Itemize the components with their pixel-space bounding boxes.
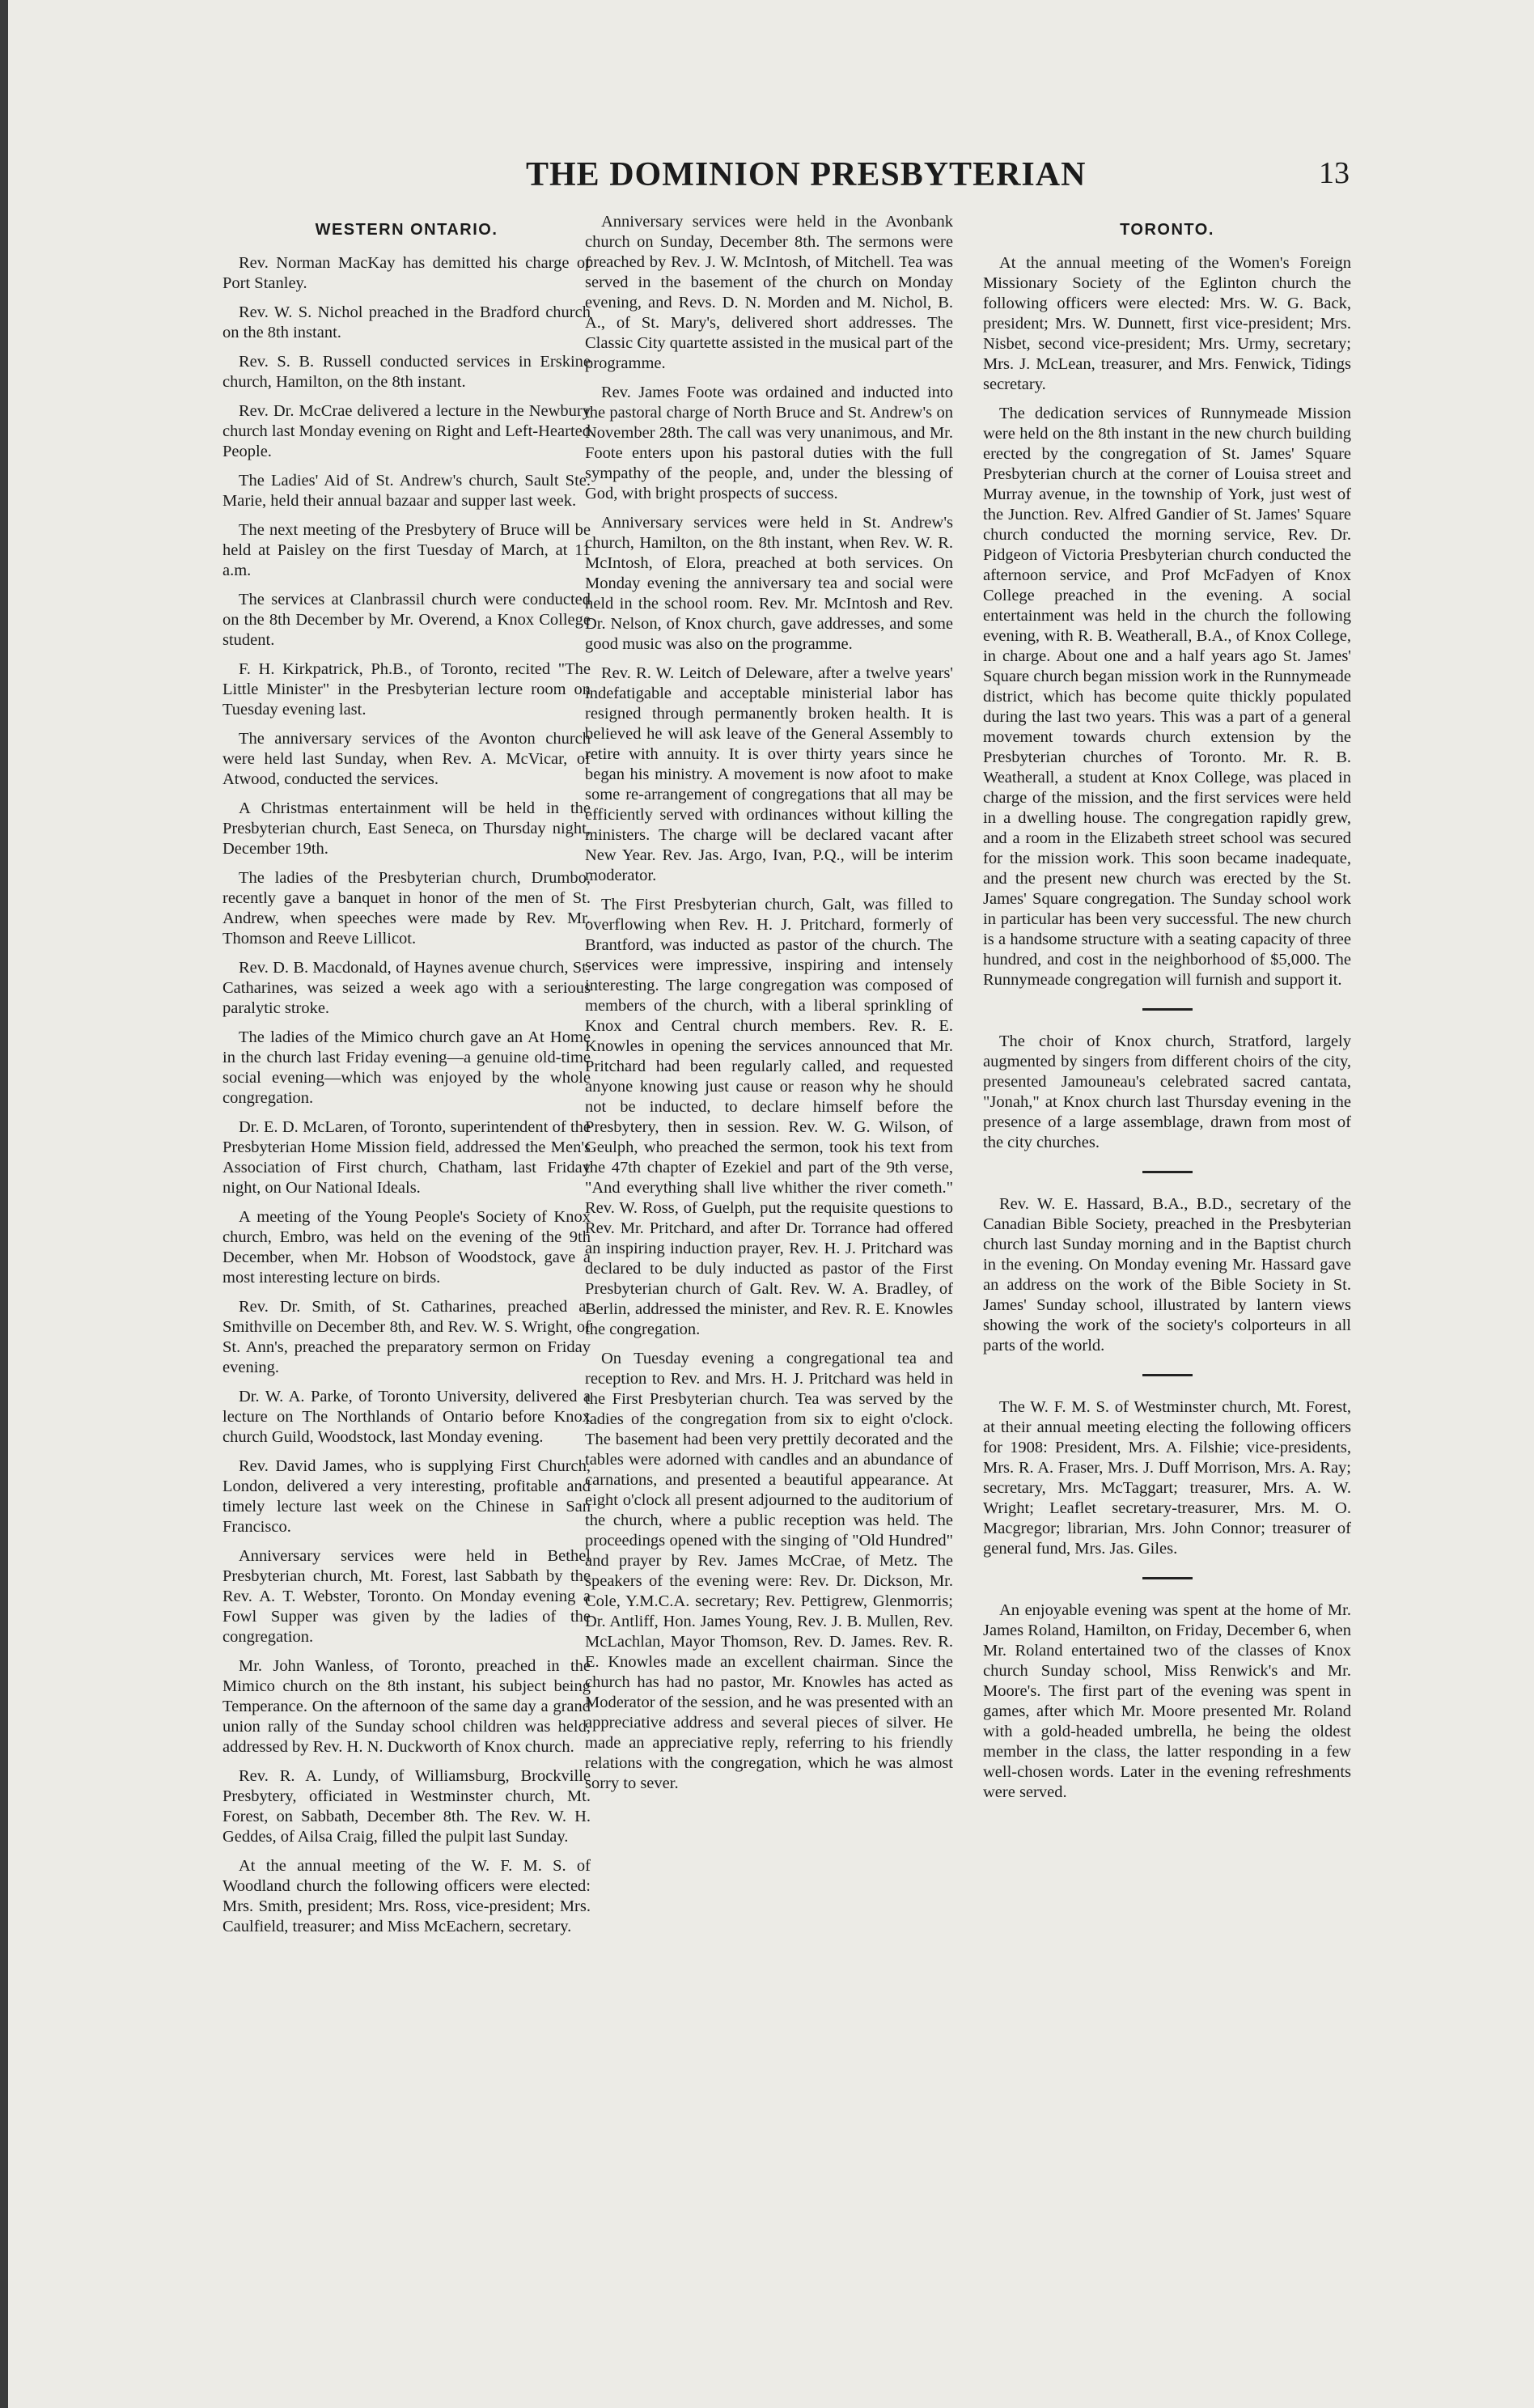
news-item: At the annual meeting of the Women's Foreign Missionary Society of the Eglinton church the following officers were elected: Mrs. W. G. Back, president; Mrs. W. Dunnett, first vice-president; Mrs. Nisbet, second vice-president; Mrs. Urmy, secretary; Mrs. J. McLean, treasurer, and Mrs. Fenwick, Tidings secretary.	[983, 254, 1351, 393]
news-item: The services at Clanbrassil church were conducted on the 8th December by Mr. Overend, a Knox College student.	[222, 591, 591, 649]
news-item: Rev. D. B. Macdonald, of Haynes avenue church, St. Catharines, was seized a week ago with a serious paralytic stroke.	[222, 959, 591, 1017]
news-item: The Ladies' Aid of St. Andrew's church, Sault Ste. Marie, held their annual bazaar and supper last week.	[222, 472, 591, 510]
page-title: THE DOMINION PRESBYTERIAN	[526, 156, 1087, 193]
news-item: F. H. Kirkpatrick, Ph.B., of Toronto, recited "The Little Minister" in the Presbyterian lecture room on Tuesday evening last.	[222, 660, 591, 719]
news-item: Rev. R. A. Lundy, of Williamsburg, Brockville Presbytery, officiated in Westminster church, Mt. Forest, on Sabbath, December 8th. The Rev. W. H. Geddes, of Ailsa Craig, filled the pulpit last Sunday.	[222, 1767, 591, 1846]
news-item: Rev. W. E. Hassard, B.A., B.D., secretary of the Canadian Bible Society, preached in the Presbyterian church last Sunday morning and in the Baptist church in the evening. On Monday evening Mr. Hassard gave an address on the work of the Bible Society in St. James' Sunday school, illustrated by lantern views showing the work of the society's colporteurs in all parts of the world.	[983, 1195, 1351, 1354]
column-western-ontario	[222, 212, 591, 1946]
news-item: An enjoyable evening was spent at the home of Mr. James Roland, Hamilton, on Friday, December 6, when Mr. Roland entertained two of the classes of Knox church Sunday school, Miss Renwick's and Mr. Moore's. The first part of the evening was spent in games, after which Mr. Moore presented Mr. Roland with a gold-headed umbrella, he being the oldest member in the class, the latter responding in a few well-chosen words. Later in the evening refreshments were served.	[983, 1601, 1351, 1801]
news-item: The anniversary services of the Avonton church were held last Sunday, when Rev. A. McVicar, of Atwood, conducted the services.	[222, 730, 591, 788]
news-item: The next meeting of the Presbytery of Bruce will be held at Paisley on the first Tuesday of March, at 11 a.m.	[222, 521, 591, 579]
masthead	[8, 155, 1534, 204]
section-divider	[1142, 1008, 1193, 1011]
news-item: The First Presbyterian church, Galt, was filled to overflowing when Rev. H. J. Pritchard, formerly of Brantford, was inducted as pastor of the church. The services were impressive, inspiring and intensely interesting. The large congregation was composed of members of the church, with a liberal sprinkling of Knox and Central church members. Rev. R. E. Knowles in opening the services announced that Mr. Pritchard had been regularly called, and requested anyone knowing just cause or reason why he should not be inducted, to declare himself before the Presbytery, then in session. Rev. W. G. Wilson, of Geulph, who preached the sermon, took his text from the 47th chapter of Ezekiel and part of the 9th verse, "And everything shall live whither the river cometh." Rev. W. Ross, of Guelph, put the requisite questions to Rev. Mr. Pritchard, and after Dr. Torrance had offered an inspiring induction prayer, Rev. H. J. Pritchard was declared to be duly inducted as pastor of the First Presbyterian church of Galt. Rev. W. A. Bradley, of Berlin, addressed the minister, and Rev. R. E. Knowles the congregation.	[585, 896, 953, 1338]
news-item: Anniversary services were held in Bethel Presbyterian church, Mt. Forest, last Sabbath by the Rev. A. T. Webster, Toronto. On Monday evening a Fowl Supper was given by the ladies of the congregation.	[222, 1547, 591, 1646]
news-item: The W. F. M. S. of Westminster church, Mt. Forest, at their annual meeting electing the following officers for 1908: President, Mrs. A. Filshie; vice-presidents, Mrs. R. A. Fraser, Mrs. J. Duff Morrison, Mrs. A. Ray; secretary, Mrs. McTaggart; treasurer, Mrs. A. W. Wright; Leaflet secretary-treasurer, Mrs. M. O. Macgregor; librarian, Mrs. John Connor; treasurer of general fund, Mrs. Jas. Giles.	[983, 1398, 1351, 1558]
news-item: Anniversary services were held in the Avonbank church on Sunday, December 8th. The sermons were preached by Rev. J. W. McIntosh, of Mitchell. Tea was served in the basement of the church on Monday evening, and Revs. D. N. Morden and M. Nichol, B. A., of St. Mary's, delivered short addresses. The Classic City quartette assisted in the musical part of the programme.	[585, 213, 953, 372]
news-item: Rev. Norman MacKay has demitted his charge of Port Stanley.	[222, 254, 591, 292]
news-item: On Tuesday evening a congregational tea and reception to Rev. and Mrs. H. J. Pritchard was held in the First Presbyterian church. Tea was served by the ladies of the congregation from six to eight o'clock. The basement had been very prettily decorated and the tables were adorned with candles and an abundance of carnations, and presented a beautiful appearance. At eight o'clock all present adjourned to the auditorium of the church, where a public reception was held. The proceedings opened with the singing of "Old Hundred" and prayer by Rev. James McCrae, of Metz. The speakers of the evening were: Rev. Dr. Dickson, Mr. Cole, Y.M.C.A. secretary; Rev. Pettigrew, Glenmorris; Dr. Antliff, Hon. James Young, Rev. J. B. Mullen, Rev. McLachlan, Mayor Thomson, Rev. D. James. Rev. R. E. Knowles made an excellent chairman. Since the church has had no pastor, Mr. Knowles has acted as Moderator of the session, and he was presented with an appreciative address and several pieces of silver. He made an appreciative reply, referring to his friendly relations with the congregation, which he was almost sorry to sever.	[585, 1350, 953, 1792]
page-number: 13	[1319, 156, 1350, 190]
news-item: At the annual meeting of the W. F. M. S. of Woodland church the following officers were elected: Mrs. Smith, president; Mrs. Ross, vice-president; Mrs. Caulfield, treasurer; and Miss McEachern, secretary.	[222, 1857, 591, 1935]
news-item: Rev. Dr. McCrae delivered a lecture in the Newbury church last Monday evening on Right and Left-Hearted People.	[222, 402, 591, 460]
section-heading-western-ontario: WESTERN ONTARIO.	[315, 221, 498, 239]
news-item: The ladies of the Presbyterian church, Drumbo, recently gave a banquet in honor of the men of St. Andrew, when speeches were made by Rev. Mr. Thomson and Reeve Lillicot.	[222, 869, 591, 948]
column-middle	[585, 212, 953, 1803]
news-item: Rev. S. B. Russell conducted services in Erskine church, Hamilton, on the 8th instant.	[222, 353, 591, 391]
section-divider	[1142, 1171, 1193, 1173]
news-item: A Christmas entertainment will be held in the Presbyterian church, East Seneca, on Thursday night, December 19th.	[222, 799, 591, 858]
news-item: Rev. David James, who is supplying First Church, London, delivered a very interesting, profitable and timely lecture last week on the Chinese in San Francisco.	[222, 1457, 591, 1536]
news-item: Dr. E. D. McLaren, of Toronto, superintendent of the Presbyterian Home Mission field, addressed the Men's Association of First church, Chatham, last Friday night, on Our National Ideals.	[222, 1118, 591, 1197]
news-item: Anniversary services were held in St. Andrew's church, Hamilton, on the 8th instant, when Rev. W. R. McIntosh, of Elora, preached at both services. On Monday evening the anniversary tea and social were held in the school room. Rev. Mr. McIntosh and Rev. Dr. Nelson, of Knox church, gave addresses, and some good music was also on the programme.	[585, 514, 953, 653]
section-divider	[1142, 1577, 1193, 1579]
news-item: Mr. John Wanless, of Toronto, preached in the Mimico church on the 8th instant, his subject being Temperance. On the afternoon of the same day a grand union rally of the Sunday school children was held, addressed by Rev. H. N. Duckworth of Knox church.	[222, 1657, 591, 1756]
news-item: The ladies of the Mimico church gave an At Home in the church last Friday evening—a genuine old-time social evening—which was enjoyed by the whole congregation.	[222, 1028, 591, 1107]
news-item: Dr. W. A. Parke, of Toronto University, delivered a lecture on The Northlands of Ontario before Knox church Guild, Woodstock, last Monday evening.	[222, 1388, 591, 1446]
news-item: The choir of Knox church, Stratford, largely augmented by singers from different choirs of the city, presented Jamouneau's celebrated sacred cantata, "Jonah," at Knox church last Thursday evening in the presence of a large assemblage, drawn from most of the city churches.	[983, 1032, 1351, 1151]
section-divider	[1142, 1374, 1193, 1376]
news-item: Rev. James Foote was ordained and inducted into the pastoral charge of North Bruce and St. Andrew's on November 28th. The call was very unanimous, and Mr. Foote enters upon his pastoral duties with the full sympathy of the people, and, under the blessing of God, with bright prospects of success.	[585, 384, 953, 502]
news-item: Rev. Dr. Smith, of St. Catharines, preached at Smithville on December 8th, and Rev. W. S. Wright, of St. Ann's, preached the preparatory sermon on Friday evening.	[222, 1298, 591, 1376]
news-item: The dedication services of Runnymeade Mission were held on the 8th instant in the new church building erected by the congregation of St. James' Square Presbyterian church at the corner of Louisa street and Murray avenue, in the township of York, just west of the Junction. Rev. Alfred Gandier of St. James' Square church conducted the morning service, Rev. Dr. Pidgeon of Victoria Presbyterian church conducted the afternoon service, and Prof McFadyen of Knox College preached in the evening. A social entertainment was held in the church the following evening, with R. B. Weatherall, B.A., of Knox College, in charge. About one and a half years ago St. James' Square church began mission work in the Runnymeade district, which has become quite thickly populated during the last two years. This was a part of a general movement towards church extension by the Presbyterian churches of Toronto. Mr. R. B. Weatherall, a student at Knox College, was placed in charge of the mission, and the first services were held in a dwelling house. The congregation rapidly grew, and a room in the Elizabeth street school was secured for the mission work. This soon became inadequate, and the present new church was erected by the St. James' Square congregation. The Sunday school work in particular has been very successful. The new church is a handsome structure with a seating capacity of three hundred, and cost in the neighborhood of $5,000. The Runnymeade congregation will furnish and support it.	[983, 405, 1351, 989]
column-toronto	[983, 212, 1351, 1812]
news-item: Rev. W. S. Nichol preached in the Bradford church on the 8th instant.	[222, 303, 591, 341]
news-item: A meeting of the Young People's Society of Knox church, Embro, was held on the evening of the 9th December, when Mr. Hobson of Woodstock, gave a most interesting lecture on birds.	[222, 1208, 591, 1287]
section-heading-toronto: TORONTO.	[1120, 221, 1214, 239]
news-item: Rev. R. W. Leitch of Deleware, after a twelve years' indefatigable and acceptable ministerial labor has resigned through permanently broken health. It is believed he will ask leave of the General Assembly to retire with annuity. It is over thirty years since he began his ministry. A movement is now afoot to make some re-arrangement of congregations that all may be efficiently served with ordinances without killing the ministers. The charge will be declared vacant after New Year. Rev. Jas. Argo, Ivan, P.Q., will be interim moderator.	[585, 664, 953, 884]
